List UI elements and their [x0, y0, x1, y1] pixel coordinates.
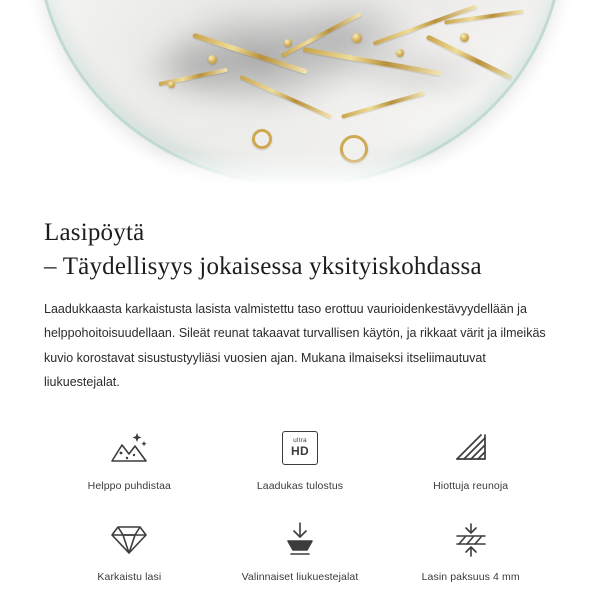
headline-line-2: – Täydellisyys jokaisessa yksityiskohdassa	[44, 252, 482, 280]
feature-label: Karkaistu lasi	[97, 570, 162, 583]
thickness-arrows-icon	[448, 516, 494, 562]
feature-item-easy-clean	[44, 425, 215, 492]
feature-label: Hiottuja reunoja	[433, 479, 509, 492]
gold-vein	[280, 12, 361, 58]
ultra-hd-small-text: ultra	[293, 436, 307, 444]
marble-vein-smoke	[340, 43, 500, 103]
polished-edges-icon	[448, 425, 494, 471]
product-description-text: Laadukkaasta karkaistusta lasista valmistettu taso erottuu vaurioidenkestävyydellään ja helppohoitoisuudellaan. Sileät reunat takaavat turvallisen käytön, ja rikkaat värit ja ilmeikäs kuvio korostavat sisustustyyliäsi vuosien ajan. Mukana ilmaiseksi itseliimautuvat liukuestejalat.	[44, 302, 546, 390]
feature-item-polished-edges	[385, 425, 556, 492]
feature-grid	[44, 425, 556, 583]
feature-item-tempered-glass	[44, 516, 215, 583]
gold-vein	[444, 9, 524, 24]
feature-label: Lasin paksuus 4 mm	[421, 570, 520, 583]
headline-line-1: Lasipöytä	[44, 219, 145, 246]
gold-bead	[396, 49, 404, 57]
gold-ring	[252, 129, 272, 149]
gold-vein	[240, 75, 333, 119]
anti-slip-foot-icon	[277, 516, 323, 562]
feature-label: Valinnaiset liukuestejalat	[241, 570, 359, 583]
hero-image	[0, 0, 600, 190]
gold-bead	[460, 33, 469, 42]
hero-bottom-fade	[0, 152, 600, 190]
sparkle-mountain-icon	[106, 425, 152, 471]
gold-vein	[303, 47, 442, 76]
marble-vein-smoke	[270, 0, 420, 83]
gold-vein	[341, 91, 425, 119]
gold-bead	[284, 39, 292, 47]
gold-vein	[426, 34, 514, 80]
feature-item-print-quality	[215, 425, 386, 492]
gold-vein	[373, 4, 478, 45]
marble-vein-smoke	[135, 33, 255, 103]
ultra-hd-icon	[277, 425, 323, 471]
marble-vein-smoke	[160, 3, 360, 113]
diamond-icon	[106, 516, 152, 562]
gold-vein	[158, 68, 227, 86]
feature-label: Laadukas tulostus	[256, 479, 344, 492]
page-title	[44, 216, 556, 283]
feature-item-thickness	[385, 516, 556, 583]
gold-vein	[192, 33, 308, 75]
content-area	[0, 216, 600, 583]
feature-item-anti-slip-feet	[215, 516, 386, 583]
ultra-hd-big-text: HD	[291, 444, 309, 459]
gold-bead	[208, 55, 217, 64]
gold-bead	[168, 81, 175, 88]
feature-label: Helppo puhdistaa	[87, 479, 171, 492]
gold-bead	[352, 33, 362, 43]
